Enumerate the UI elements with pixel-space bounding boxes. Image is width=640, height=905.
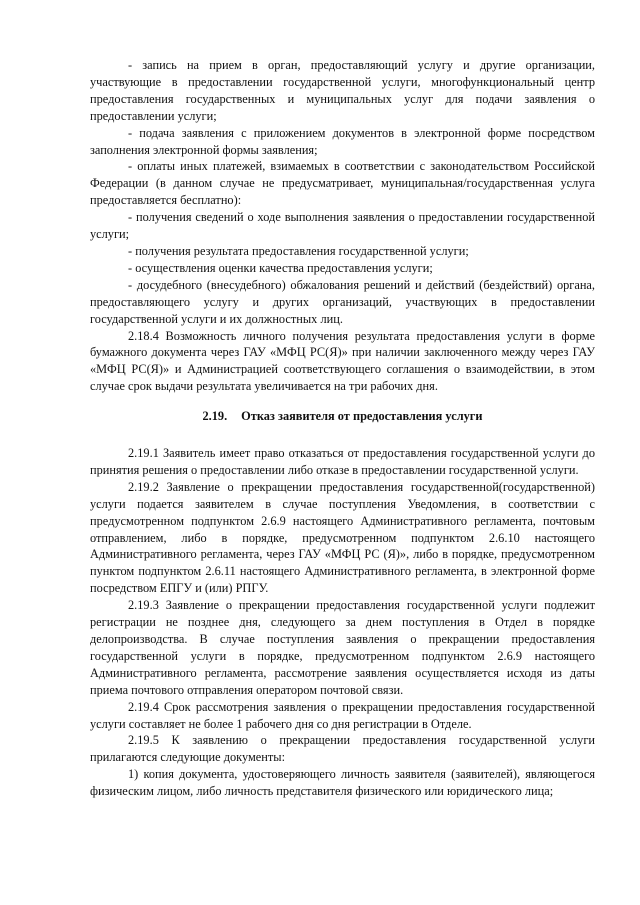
section-title: Отказ заявителя от предоставления услуги — [241, 409, 483, 424]
paragraph-receive-result: - получения результата предоставления государственной услуги; — [128, 243, 469, 258]
paragraph-2-19-4: 2.19.4 Срок рассмотрения заявления о прекращении предоставления государственной услуги составляет не более 1 рабочего дня со дня регистрации в Отделе. — [90, 699, 595, 731]
paragraph-2-19-5: 2.19.5 К заявлению о прекращении предоставления государственной услуги прилагаются следующие документы: — [90, 733, 595, 765]
document-page — [90, 57, 595, 800]
list-item-1: 1) копия документа, удостоверяющего личность заявителя (заявителей), являющегося физическим лицом, либо личность представителя физического или юридического лица; — [90, 767, 595, 799]
paragraph-appeal: - досудебного (внесудебного) обжалования решений и действий (бездействий) органа, предоставляющего услугу и других организаций, участвующих в предоставлении государственной услуги и их должностных лиц. — [90, 277, 595, 326]
paragraph-2-19-3: 2.19.3 Заявление о прекращении предоставления государственной услуги подлежит регистрации не позднее дня, следующего за днем поступления в Отдел в порядке делопроизводства. В случае поступления заявления о прекращении предоставления государственной услуги в порядке, предусмотренном подпунктом 2.6.9 настоящего Административного регламента, рассмотрение заявления осуществляется исходя из даты приема почтового отправления оператором почтовой связи. — [90, 598, 595, 697]
paragraph-other-payments: - оплаты иных платежей, взимаемых в соответствии с законодательством Российской Федерации (в данном случае не предусматривает, муниципальная/государственная услуга предоставляется бесплатно): — [90, 159, 595, 208]
section-number: 2.19. — [202, 409, 228, 424]
paragraph-submit-application: - подача заявления с приложением документов в электронной форме посредством заполнения электронной формы заявления; — [90, 125, 595, 157]
paragraph-progress-info: - получения сведений о ходе выполнения заявления о предоставлении государственной услуги; — [90, 210, 595, 242]
paragraph-2-18-4: 2.18.4 Возможность личного получения результата предоставления услуги в форме бумажного документа через ГАУ «МФЦ РС(Я)» при наличии заключенного между через ГАУ «МФЦ РС(Я)» и Администрацией соответствующего соглашения о взаимодействии, в этом случае срок выдачи результата увеличивается на три рабочих дня. — [90, 328, 595, 394]
paragraph-2-19-2: 2.19.2 Заявление о прекращении предоставления государственной(государственной) услуги подается заявителем в случае поступления Уведомления, в соответствии с предусмотренном подпунктом 2.6.9 настоящего Административного регламента, почтовым отправлением, либо в порядке, предусмотренном подпунктом 2.6.10 настоящего Административного регламента, через ГАУ «МФЦ РС (Я)», либо в порядке, предусмотренном пунктом подпунктом 2.6.11 настоящего Административного регламента, в электронной форме посредством ЕПГУ и (или) РПГУ. — [90, 479, 595, 596]
paragraph-appointment: - запись на прием в орган, предоставляющий услугу и другие организации, участвующие в предоставлении государственной услуги, многофункциональный центр предоставления государственных и муниципальных услуг для подачи заявления о предоставлении услуги; — [90, 58, 595, 123]
paragraph-2-19-1: 2.19.1 Заявитель имеет право отказаться от предоставления государственной услуги до принятия решения о предоставлении либо отказе в предоставлении государственной услуги. — [90, 446, 595, 477]
paragraph-quality-assessment: - осуществления оценки качества предоставления услуги; — [128, 260, 433, 275]
section-heading — [90, 408, 595, 425]
